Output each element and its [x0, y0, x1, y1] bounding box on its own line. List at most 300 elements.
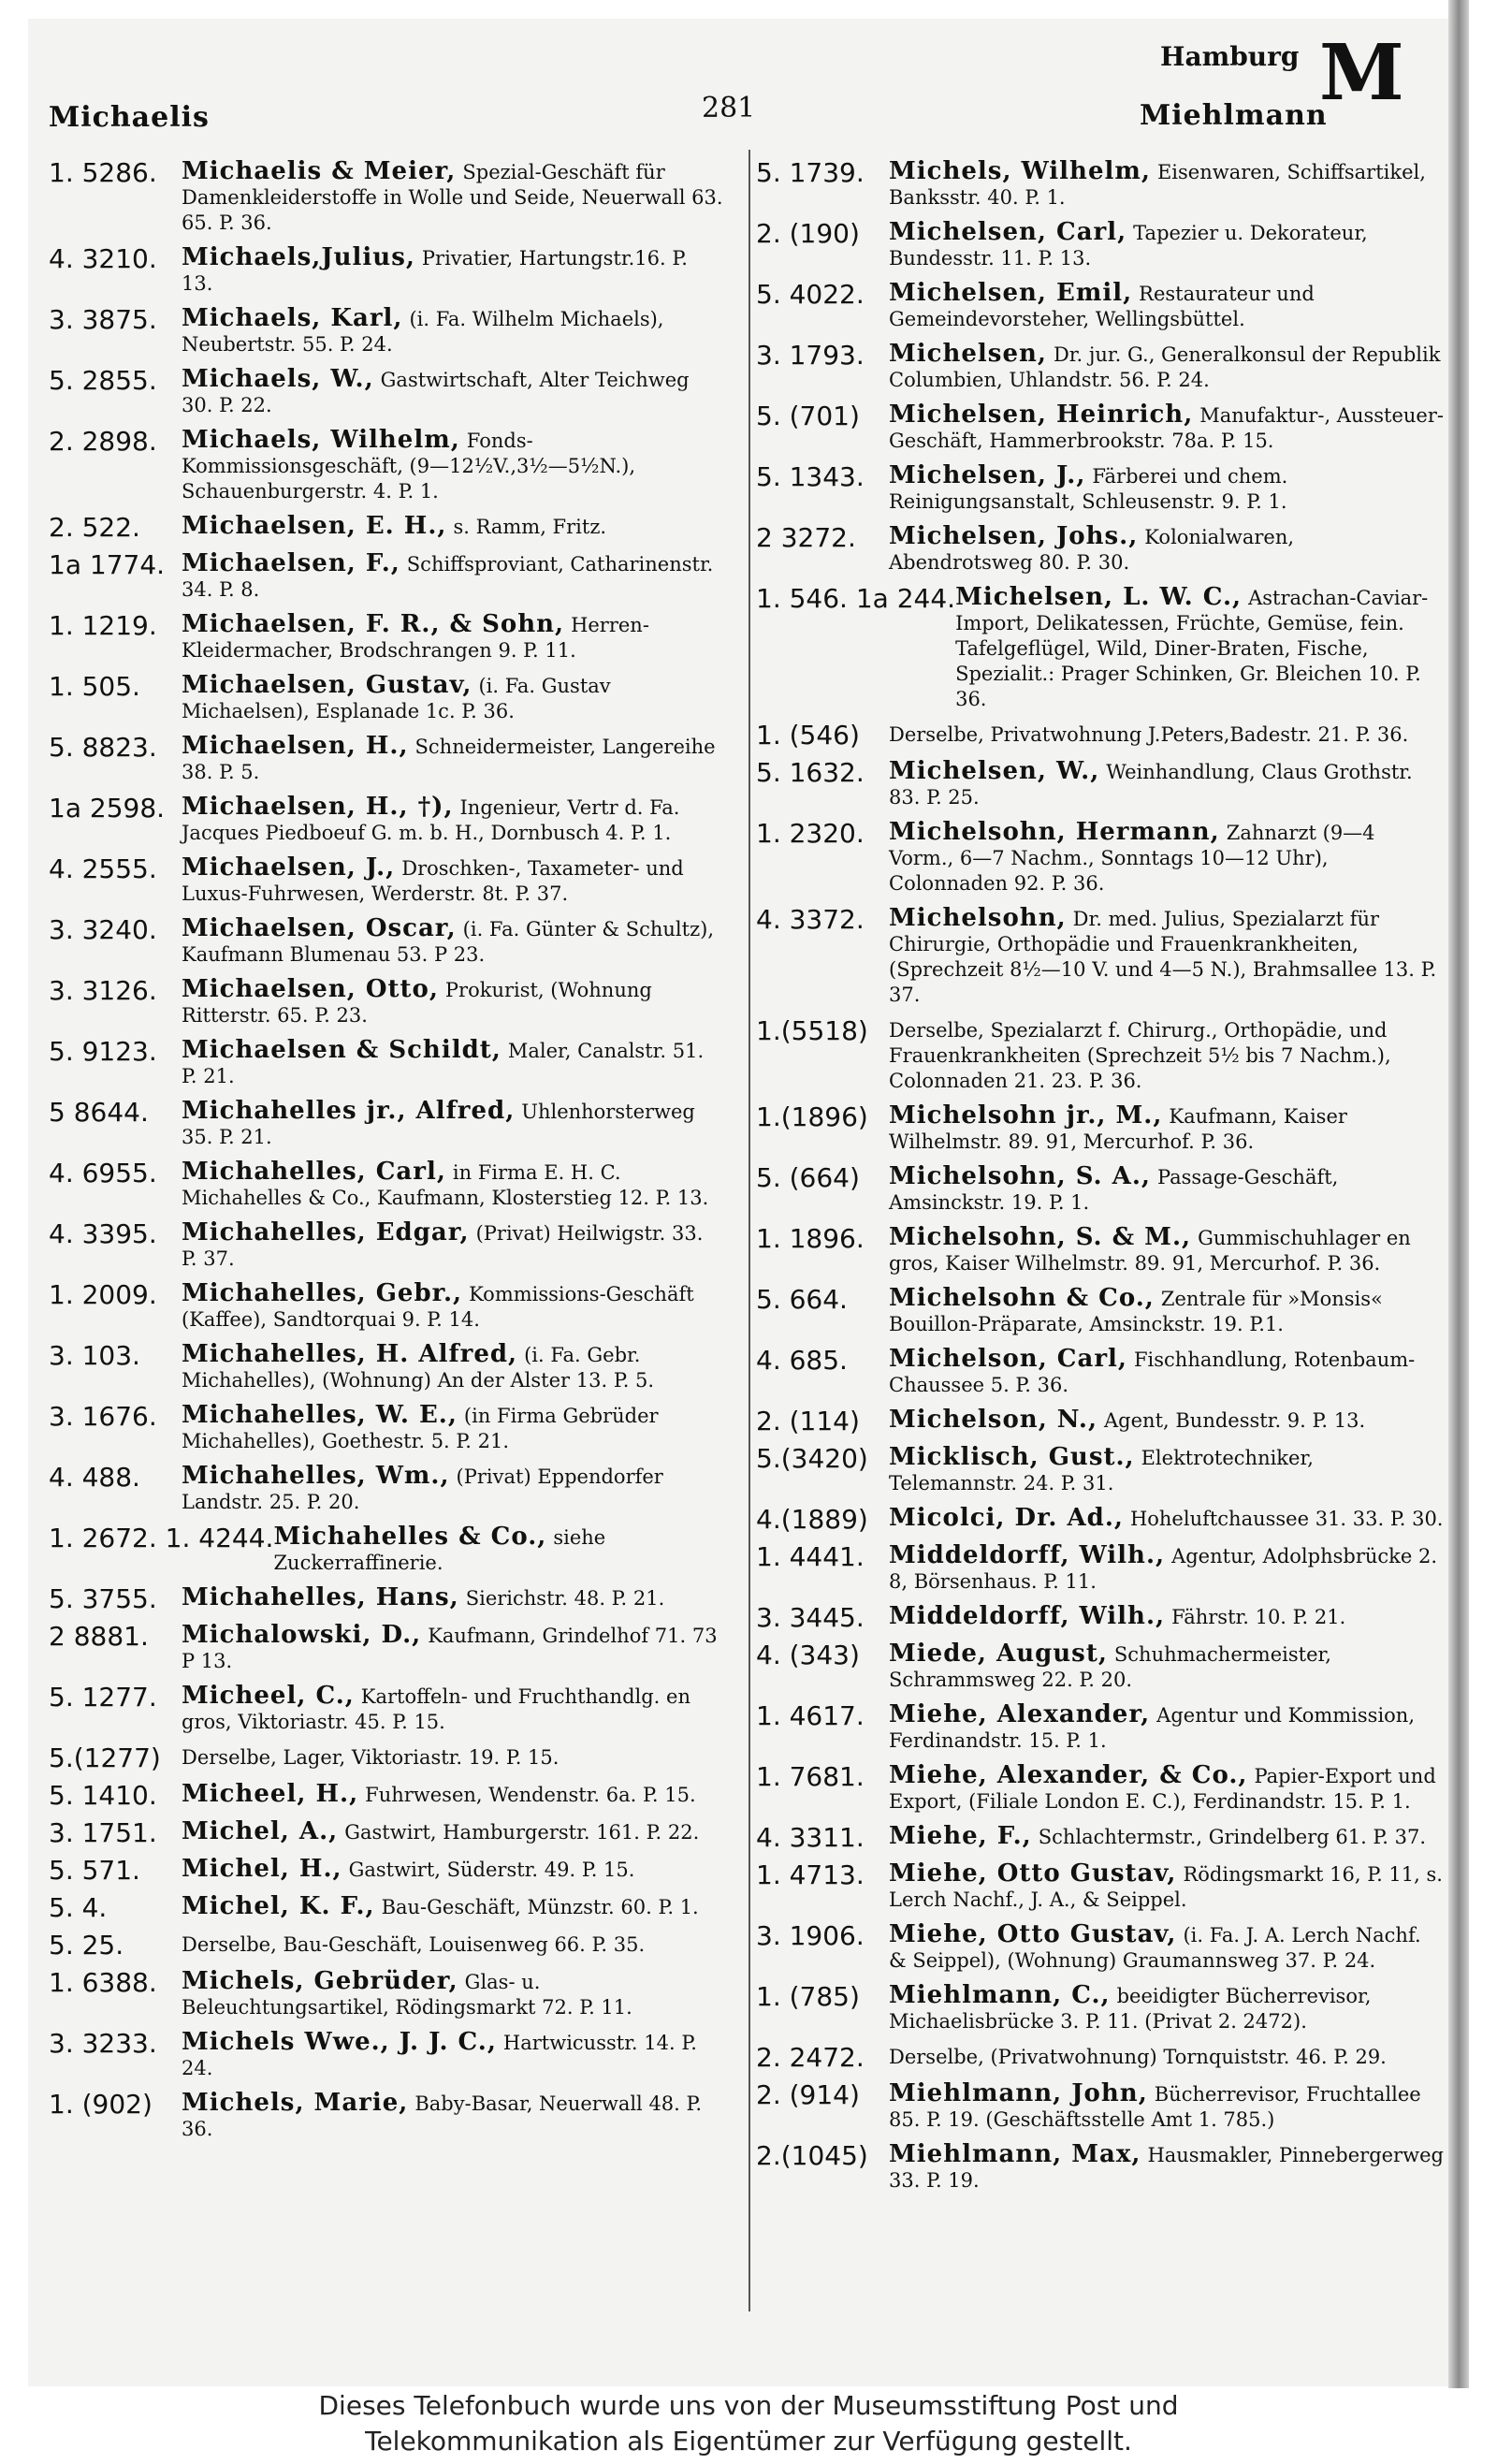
- entry-body: [182, 1220, 724, 1272]
- directory-entry: [49, 612, 724, 663]
- phone-number: 4.(1889): [756, 1504, 868, 1535]
- directory-entry: [756, 1824, 1444, 1852]
- directory-entry: [49, 795, 724, 846]
- directory-entry: [49, 2091, 724, 2142]
- phone-number: 2. (914): [756, 2079, 860, 2110]
- entry-body: [182, 1819, 724, 1845]
- entry-body: [889, 1286, 1444, 1337]
- subscriber-name: Michaelsen, E. H.,: [182, 512, 447, 540]
- phone-number: 3. 1793.: [756, 340, 865, 371]
- phone-number: 1. 5286.: [49, 157, 157, 188]
- subscriber-details: Elektrotechniker, Telemannstr. 24. P. 31.: [889, 1447, 1314, 1494]
- subscriber-name: Micheel, H.,: [182, 1780, 359, 1808]
- phone-number: 5. (664): [756, 1162, 860, 1193]
- subscriber-details: Droschken-, Taxameter- und Luxus-Fuhrwesen, Werderstr. 8t. P. 37.: [182, 857, 684, 905]
- subscriber-details: Baby-Basar, Neuerwall 48. P. 36.: [182, 2092, 703, 2140]
- phone-number: 5. 1739.: [756, 157, 865, 188]
- directory-entry: [49, 1857, 724, 1885]
- subscriber-name: Michels, Gebrüder,: [182, 1967, 458, 1995]
- entry-body: [182, 977, 724, 1028]
- phone-number: 5. 571.: [49, 1855, 140, 1886]
- entry-body: [182, 1932, 724, 1958]
- directory-entry: [756, 1347, 1444, 1398]
- subscriber-details: (i. Fa. Wilhelm Michaels), Neubertstr. 55. P. 24.: [182, 308, 664, 356]
- directory-entry: [756, 820, 1444, 897]
- subscriber-name: Michahelles, H. Alfred,: [182, 1340, 518, 1368]
- entry-body: [182, 916, 724, 968]
- phone-number: 5. 3755.: [49, 1583, 157, 1614]
- phone-number: 1. 4713.: [756, 1859, 865, 1890]
- subscriber-details: (i. Fa. Gustav Michaelsen), Esplanade 1c. P. 36.: [182, 675, 611, 722]
- directory-entry: [49, 514, 724, 542]
- subscriber-details: Kommissions-Geschäft (Kaffee), Sandtorquai 9. P. 14.: [182, 1283, 694, 1331]
- subscriber-details: Kartoffeln- und Fruchthandlg. en gros, Viktoriastr. 45. P. 15.: [182, 1685, 690, 1733]
- subscriber-details: Schuhmachermeister, Schrammsweg 22. P. 20.: [889, 1643, 1331, 1691]
- subscriber-details: Dr. jur. G., Generalkonsul der Republik Columbien, Uhlandstr. 56. P. 24.: [889, 343, 1441, 391]
- directory-entry: [756, 1445, 1444, 1496]
- subscriber-name: Miehlmann, C.,: [889, 1981, 1111, 2009]
- subscriber-name: Michaels, W.,: [182, 365, 374, 393]
- directory-entry: [756, 1225, 1444, 1276]
- phone-number: 2. (190): [756, 218, 860, 249]
- subscriber-name: Michaels,Julius,: [182, 243, 415, 271]
- entry-body: [889, 1407, 1444, 1434]
- phone-number: 5. 9123.: [49, 1036, 157, 1067]
- subscriber-details: Manufaktur-, Aussteuer-Geschäft, Hammerbrookstr. 78a. P. 15.: [889, 404, 1444, 452]
- phone-number: 1a 1774.: [49, 549, 166, 580]
- directory-entry: [49, 1464, 724, 1515]
- subscriber-details: Eisenwaren, Schiffsartikel, Banksstr. 40. P. 1.: [889, 161, 1426, 209]
- subscriber-details: Agent, Bundesstr. 9. P. 13.: [1104, 1409, 1366, 1432]
- directory-entry: [49, 855, 724, 907]
- entry-body: [889, 281, 1444, 332]
- entry-body: [889, 2044, 1444, 2070]
- subscriber-details: Kaufmann, Kaiser Wilhelmstr. 89. 91, Mercurhof. P. 36.: [889, 1105, 1347, 1153]
- footer-line-2: Telekommunikation als Eigentümer zur Verfügung gestellt.: [365, 2426, 1132, 2457]
- entry-body: [182, 1894, 724, 1920]
- entry-body: [182, 1464, 724, 1515]
- directory-entry: [756, 1164, 1444, 1216]
- subscriber-details: Schlachtermstr., Grindelberg 61. P. 37.: [1038, 1826, 1427, 1848]
- directory-entry: [756, 2142, 1444, 2194]
- entry-body: [889, 220, 1444, 271]
- footer-line-1: Dieses Telefonbuch wurde uns von der Museumsstiftung Post und: [318, 2390, 1179, 2421]
- entry-body: [889, 1702, 1444, 1754]
- directory-entry: [756, 159, 1444, 211]
- subscriber-name: Michaelsen, F.,: [182, 549, 400, 577]
- subscriber-details: (Privat) Heilwigstr. 33. P. 37.: [182, 1222, 704, 1270]
- subscriber-details: Fuhrwesen, Wendenstr. 6a. P. 15.: [365, 1784, 696, 1806]
- phone-number: 3. 3126.: [49, 975, 157, 1006]
- phone-number: 5. 2855.: [49, 365, 157, 396]
- subscriber-name: Michelsen, Carl,: [889, 218, 1127, 246]
- subscriber-name: Michahelles, Hans,: [182, 1583, 459, 1611]
- phone-number: 3. 3875.: [49, 304, 157, 335]
- phone-number: 3. 103.: [49, 1340, 140, 1371]
- subscriber-details: Ingenieur, Vertr d. Fa. Jacques Piedboeuf G. m. b. H., Dornbusch 4. P. 1.: [182, 796, 680, 844]
- directory-entry: [756, 1506, 1444, 1534]
- right-column: [756, 159, 1444, 2203]
- subscriber-name: Michelson, N.,: [889, 1406, 1098, 1434]
- subscriber-name: Miehe, Alexander,: [889, 1700, 1151, 1728]
- subscriber-details: Hartwicusstr. 14. P. 24.: [182, 2032, 697, 2079]
- entry-body: [889, 1543, 1444, 1595]
- directory-entry: [756, 1103, 1444, 1155]
- entry-body: [889, 759, 1444, 810]
- directory-entry: [756, 906, 1444, 1008]
- subscriber-details: (in Firma Gebrüder Michahelles), Goethestr. 5. P. 21.: [182, 1405, 659, 1452]
- subscriber-details: Maler, Canalstr. 51. P. 21.: [182, 1040, 705, 1087]
- directory-entry: [49, 977, 724, 1028]
- directory-entry: [756, 1861, 1444, 1913]
- entry-body: [889, 342, 1444, 393]
- subscriber-name: Miehlmann, John,: [889, 2079, 1148, 2107]
- phone-number: 5.(3420): [756, 1443, 868, 1474]
- subscriber-name: Micolci, Dr. Ad.,: [889, 1504, 1124, 1532]
- entry-body: [182, 1684, 724, 1735]
- subscriber-details: Fonds-Kommissionsgeschäft, (9—12½V.,3½—5½N.), Schauenburgerstr. 4. P. 1.: [182, 430, 636, 503]
- subscriber-details: Derselbe, Spezialarzt f. Chirurg., Orthopädie, und Frauenkrankheiten (Sprechzeit 5½ bis 7 Nachm.), Colonnaden 21. 23. P. 36.: [889, 1019, 1391, 1092]
- subscriber-name: Michahelles, Carl,: [182, 1158, 446, 1186]
- subscriber-name: Michaels, Wilhelm,: [182, 426, 460, 454]
- phone-number: 1. 6388.: [49, 1967, 157, 1998]
- entry-body: [955, 585, 1444, 712]
- entry-body: [889, 722, 1444, 748]
- directory-entry: [756, 1702, 1444, 1754]
- directory-entry: [49, 367, 724, 418]
- phone-number: 2. 522.: [49, 512, 140, 543]
- entry-body: [182, 795, 724, 846]
- subscriber-name: Middeldorff, Wilh.,: [889, 1602, 1166, 1630]
- subscriber-details: beeidigter Bücherrevisor, Michaelisbrücke 3. P. 11. (Privat 2. 2472).: [889, 1985, 1372, 2033]
- phone-number: 3. 3240.: [49, 914, 157, 945]
- subscriber-details: Hoheluftchaussee 31. 33. P. 30.: [1129, 1508, 1444, 1530]
- phone-number: 2. 2898.: [49, 426, 157, 457]
- entry-body: [889, 1225, 1444, 1276]
- entry-body: [182, 855, 724, 907]
- subscriber-name: Michelsohn,: [889, 904, 1067, 932]
- subscriber-name: Michelsohn & Co.,: [889, 1284, 1155, 1312]
- entry-body: [889, 1347, 1444, 1398]
- subscriber-details: Uhlenhorsterweg 35. P. 21.: [182, 1101, 695, 1148]
- subscriber-details: siehe Zuckerraffinerie.: [273, 1526, 606, 1574]
- subscriber-name: Michelsen, W.,: [889, 757, 1100, 785]
- subscriber-name: Michaelsen, Gustav,: [182, 671, 472, 699]
- subscriber-name: Michahelles, Gebr.,: [182, 1279, 463, 1307]
- directory-entry: [49, 1684, 724, 1735]
- directory-entry: [49, 245, 724, 297]
- subscriber-details: Kaufmann, Grindelhof 71. 73 P 13.: [182, 1625, 718, 1672]
- subscriber-details: Fischhandlung, Rotenbaum-Chaussee 5. P. 36.: [889, 1349, 1416, 1396]
- subscriber-details: Dr. med. Julius, Spezialarzt für Chirurgie, Orthopädie und Frauenkrankheiten, (Sprechzeit 8½—10 V. und 4—5 N.), Brahmsallee 13. P. 37.: [889, 908, 1437, 1006]
- phone-number: 4. (343): [756, 1640, 860, 1670]
- entry-body: [182, 1403, 724, 1454]
- entry-body: [182, 159, 724, 236]
- entry-body: [889, 524, 1444, 576]
- entry-body: [889, 2081, 1444, 2133]
- subscriber-name: Michels, Wilhelm,: [889, 157, 1151, 185]
- subscriber-name: Michaels, Karl,: [182, 304, 403, 332]
- phone-number: 1. 2320.: [756, 818, 865, 849]
- phone-number: 4. 685.: [756, 1345, 848, 1376]
- directory-entry: [756, 722, 1444, 750]
- entry-body: [182, 1099, 724, 1150]
- running-head-left: Michaelis: [49, 101, 210, 134]
- directory-entry: [49, 1782, 724, 1810]
- directory-entry: [756, 1983, 1444, 2034]
- subscriber-details: in Firma E. H. C. Michahelles & Co., Kaufmann, Klosterstieg 12. P. 13.: [182, 1161, 709, 1209]
- phone-number: 5. (701): [756, 401, 860, 431]
- entry-body: [889, 1604, 1444, 1630]
- phone-number: 1a 2598.: [49, 793, 166, 824]
- subscriber-name: Middeldorff, Wilh.,: [889, 1541, 1166, 1569]
- phone-number: 5. 1410.: [49, 1780, 157, 1811]
- page-edge: [1448, 0, 1469, 2388]
- subscriber-details: (Privat) Eppendorfer Landstr. 25. P. 20.: [182, 1465, 663, 1513]
- entry-body: [889, 1445, 1444, 1496]
- phone-number: 1. 505.: [49, 671, 140, 702]
- subscriber-name: Michel, H.,: [182, 1855, 342, 1883]
- section-letter: M: [1319, 28, 1404, 118]
- entry-body: [182, 734, 724, 785]
- entry-body: [889, 1922, 1444, 1974]
- phone-number: 1. 4617.: [756, 1700, 865, 1731]
- phone-number: 1. (785): [756, 1981, 860, 2012]
- entry-body: [182, 1038, 724, 1089]
- subscriber-details: Gastwirt, Hamburgerstr. 161. P. 22.: [344, 1821, 700, 1844]
- entry-body: [889, 1641, 1444, 1693]
- subscriber-details: Hausmakler, Pinnebergerweg 33. P. 19.: [889, 2144, 1444, 2192]
- subscriber-name: Michaelsen, Otto,: [182, 975, 439, 1003]
- directory-entry: [49, 1623, 724, 1674]
- subscriber-name: Michels, Marie,: [182, 2089, 409, 2117]
- subscriber-details: Kolonialwaren, Abendrotsweg 80. P. 30.: [889, 526, 1295, 574]
- directory-entry: [49, 1585, 724, 1613]
- entry-body: [182, 306, 724, 357]
- subscriber-details: Sierichstr. 48. P. 21.: [465, 1587, 665, 1610]
- phone-number: 1. (902): [49, 2089, 153, 2120]
- entry-body: [182, 673, 724, 724]
- directory-entry: [756, 524, 1444, 576]
- directory-entry: [49, 673, 724, 724]
- phone-number: 4. 2555.: [49, 853, 157, 884]
- entry-body: [182, 1342, 724, 1393]
- subscriber-name: Michaelsen, Oscar,: [182, 914, 457, 942]
- subscriber-details: Schneidermeister, Langereihe 38. P. 5.: [182, 736, 716, 783]
- subscriber-details: Gastwirtschaft, Alter Teichweg 30. P. 22.: [182, 369, 690, 416]
- subscriber-name: Michaelsen & Schildt,: [182, 1036, 501, 1064]
- phone-number: 5. 1277.: [49, 1682, 157, 1713]
- phone-number: 5.(1277): [49, 1742, 161, 1773]
- subscriber-details: (i. Fa. J. A. Lerch Nachf. & Seippel), (Wohnung) Graumannsweg 37. P. 24.: [889, 1924, 1421, 1972]
- entry-body: [182, 1857, 724, 1883]
- phone-number: 3. 3445.: [756, 1602, 865, 1633]
- entry-body: [182, 514, 724, 540]
- subscriber-name: Michelsohn jr., M.,: [889, 1101, 1163, 1130]
- subscriber-details: Gastwirt, Süderstr. 49. P. 15.: [348, 1859, 635, 1881]
- entry-body: [889, 1861, 1444, 1913]
- city-label: Hamburg: [1160, 41, 1300, 72]
- entry-body: [889, 1164, 1444, 1216]
- phone-number: 2. 2472.: [756, 2042, 865, 2073]
- phone-number: 2 8881.: [49, 1621, 149, 1652]
- directory-entry: [49, 1038, 724, 1089]
- phone-number: 4. 3395.: [49, 1218, 157, 1249]
- entry-body: [182, 2030, 724, 2081]
- entry-body: [889, 1017, 1444, 1094]
- subscriber-name: Michelsen, L. W. C.,: [955, 583, 1243, 611]
- subscriber-details: Prokurist, (Wohnung Ritterstr. 65. P. 23.: [182, 979, 652, 1027]
- subscriber-name: Michelsohn, S. & M.,: [889, 1223, 1192, 1251]
- directory-entry: [49, 551, 724, 603]
- subscriber-details: Papier-Export und Export, (Filiale London E. C.), Ferdinandstr. 15. P. 1.: [889, 1765, 1436, 1813]
- subscriber-name: Miehe, Alexander, & Co.,: [889, 1761, 1248, 1789]
- directory-entry: [49, 1932, 724, 1960]
- directory-entry: [756, 342, 1444, 393]
- subscriber-name: Michelson, Carl,: [889, 1345, 1127, 1373]
- phone-number: 4. 3210.: [49, 243, 157, 274]
- subscriber-name: Michahelles, W. E.,: [182, 1401, 458, 1429]
- directory-entry: [756, 463, 1444, 515]
- entry-body: [182, 1585, 724, 1611]
- directory-entry: [756, 1017, 1444, 1094]
- subscriber-name: Michaelis & Meier,: [182, 157, 457, 185]
- entry-body: [182, 245, 724, 297]
- directory-entry: [756, 402, 1444, 454]
- phone-number: 5. 4022.: [756, 279, 865, 310]
- subscriber-details: Passage-Geschäft, Amsinckstr. 19. P. 1.: [889, 1166, 1339, 1214]
- entry-body: [182, 2091, 724, 2142]
- subscriber-name: Michahelles, Edgar,: [182, 1218, 470, 1247]
- column-divider: [748, 150, 750, 2311]
- directory-entry: [756, 281, 1444, 332]
- entry-body: [889, 1103, 1444, 1155]
- directory-entry: [756, 1641, 1444, 1693]
- entry-body: [182, 551, 724, 603]
- subscriber-details: Rödingsmarkt 16, P. 11, s. Lerch Nachf., J. A., & Seippel.: [889, 1863, 1443, 1911]
- subscriber-details: Bücherrevisor, Fruchtallee 85. P. 19. (Geschäftsstelle Amt 1. 785.): [889, 2083, 1421, 2131]
- phone-number: 4. 3311.: [756, 1822, 865, 1853]
- subscriber-details: Derselbe, (Privatwohnung) Tornquiststr. 46. P. 29.: [889, 2046, 1387, 2068]
- directory-entry: [49, 159, 724, 236]
- subscriber-details: Derselbe, Privatwohnung J.Peters,Badestr. 21. P. 36.: [889, 723, 1409, 746]
- phone-number: 1. 2672. 1. 4244.: [49, 1523, 274, 1553]
- phone-number: 1.(5518): [756, 1015, 868, 1046]
- directory-entry: [49, 1099, 724, 1150]
- subscriber-details: Zentrale für »Monsis« Bouillon-Präparate, Amsinckstr. 19. P.1.: [889, 1288, 1383, 1335]
- directory-entry: [49, 1969, 724, 2020]
- subscriber-name: Miehe, Otto Gustav,: [889, 1920, 1177, 1948]
- subscriber-details: (i. Fa. Günter & Schultz), Kaufmann Blumenau 53. P 23.: [182, 918, 715, 966]
- subscriber-name: Michelsen, Johs.,: [889, 522, 1139, 550]
- entry-body: [182, 1969, 724, 2020]
- subscriber-details: Schiffsproviant, Catharinenstr. 34. P. 8.: [182, 553, 714, 601]
- directory-entry: [49, 734, 724, 785]
- subscriber-name: Michel, A.,: [182, 1817, 339, 1845]
- entry-body: [889, 1506, 1444, 1532]
- phone-number: 4. 488.: [49, 1462, 140, 1493]
- entry-body: [182, 1782, 724, 1808]
- subscriber-details: Fährstr. 10. P. 21.: [1171, 1606, 1346, 1628]
- subscriber-details: Astrachan-Caviar-Import, Delikatessen, Früchte, Gemüse, fein. Tafelgeflügel, Wild, Diner-Braten, Fische, Spezialit.: Prager Schinken, Gr. Bleichen 10. P. 36.: [955, 587, 1429, 710]
- subscriber-details: Agentur, Adolphsbrücke 2. 8, Börsenhaus. P. 11.: [889, 1545, 1438, 1593]
- directory-entry: [49, 1524, 724, 1576]
- subscriber-name: Michahelles jr., Alfred,: [182, 1097, 516, 1125]
- entry-body: [889, 1763, 1444, 1815]
- subscriber-details: Bau-Geschäft, Münzstr. 60. P. 1.: [381, 1896, 699, 1918]
- entry-body: [889, 1983, 1444, 2034]
- subscriber-name: Miede, August,: [889, 1640, 1108, 1668]
- directory-entry: [49, 428, 724, 504]
- subscriber-details: Derselbe, Bau-Geschäft, Louisenweg 66. P. 35.: [182, 1933, 646, 1956]
- directory-entry: [49, 1159, 724, 1211]
- subscriber-name: Michaelsen, J.,: [182, 853, 396, 882]
- subscriber-name: Michelsen,: [889, 340, 1047, 368]
- subscriber-details: Färberei und chem. Reinigungsanstalt, Schleusenstr. 9. P. 1.: [889, 465, 1288, 513]
- phone-number: 3. 1906.: [756, 1920, 865, 1951]
- directory-entry: [49, 1342, 724, 1393]
- subscriber-name: Michahelles, Wm.,: [182, 1462, 450, 1490]
- directory-entry: [756, 1922, 1444, 1974]
- subscriber-name: Michelsohn, S. A.,: [889, 1162, 1151, 1190]
- subscriber-name: Michelsen, Emil,: [889, 279, 1133, 307]
- entry-body: [889, 159, 1444, 211]
- phone-number: 5. 664.: [756, 1284, 848, 1315]
- directory-entry: [756, 2044, 1444, 2072]
- subscriber-details: Agentur und Kommission, Ferdinandstr. 15. P. 1.: [889, 1704, 1416, 1752]
- subscriber-name: Michelsohn, Hermann,: [889, 818, 1220, 846]
- entry-body: [182, 367, 724, 418]
- directory-entry: [756, 2081, 1444, 2133]
- directory-entry: [756, 1286, 1444, 1337]
- directory-entry: [49, 1894, 724, 1922]
- entry-body: [889, 463, 1444, 515]
- directory-entry: [49, 916, 724, 968]
- phone-number: 3. 1751.: [49, 1817, 157, 1848]
- subscriber-name: Michelsen, Heinrich,: [889, 401, 1194, 429]
- subscriber-name: Michel, K. F.,: [182, 1892, 375, 1920]
- entry-body: [889, 402, 1444, 454]
- subscriber-name: Micklisch, Gust.,: [889, 1443, 1135, 1471]
- phone-number: 1. 546. 1a 244.: [756, 583, 956, 614]
- phone-number: 3. 1676.: [49, 1401, 157, 1432]
- entry-body: [182, 1281, 724, 1333]
- subscriber-details: Gummischuhlager en gros, Kaiser Wilhelmstr. 89. 91, Mercurhof. P. 36.: [889, 1227, 1411, 1275]
- phone-number: 2. (114): [756, 1406, 860, 1436]
- subscriber-details: Herren-Kleidermacher, Brodschrangen 9. P. 11.: [182, 614, 649, 662]
- entry-body: [273, 1524, 724, 1576]
- directory-entry: [49, 1819, 724, 1847]
- subscriber-details: Derselbe, Lager, Viktoriastr. 19. P. 15.: [182, 1746, 560, 1769]
- subscriber-details: Glas- u. Beleuchtungsartikel, Rödingsmarkt 72. P. 11.: [182, 1971, 632, 2019]
- subscriber-name: Michaelsen, H., †),: [182, 793, 454, 821]
- running-head-right: Miehlmann: [1140, 99, 1328, 132]
- phone-number: 2.(1045): [756, 2140, 868, 2171]
- subscriber-details: Restaurateur und Gemeindevorsteher, Wellingsbüttel.: [889, 283, 1315, 330]
- subscriber-name: Michalowski, D.,: [182, 1621, 422, 1649]
- directory-entry: [756, 1763, 1444, 1815]
- entry-body: [889, 820, 1444, 897]
- subscriber-details: Spezial-Geschäft für Damenkleiderstoffe in Wolle und Seide, Neuerwall 63. 65. P. 36.: [182, 161, 723, 234]
- entry-body: [889, 906, 1444, 1008]
- entry-body: [889, 1824, 1444, 1850]
- phone-number: 5. 1632.: [756, 757, 865, 788]
- phone-number: 4. 6955.: [49, 1158, 157, 1188]
- subscriber-name: Michelsen, J.,: [889, 461, 1086, 489]
- directory-entry: [756, 759, 1444, 810]
- subscriber-name: Miehlmann, Max,: [889, 2140, 1141, 2168]
- phone-number: 5. 1343.: [756, 461, 865, 492]
